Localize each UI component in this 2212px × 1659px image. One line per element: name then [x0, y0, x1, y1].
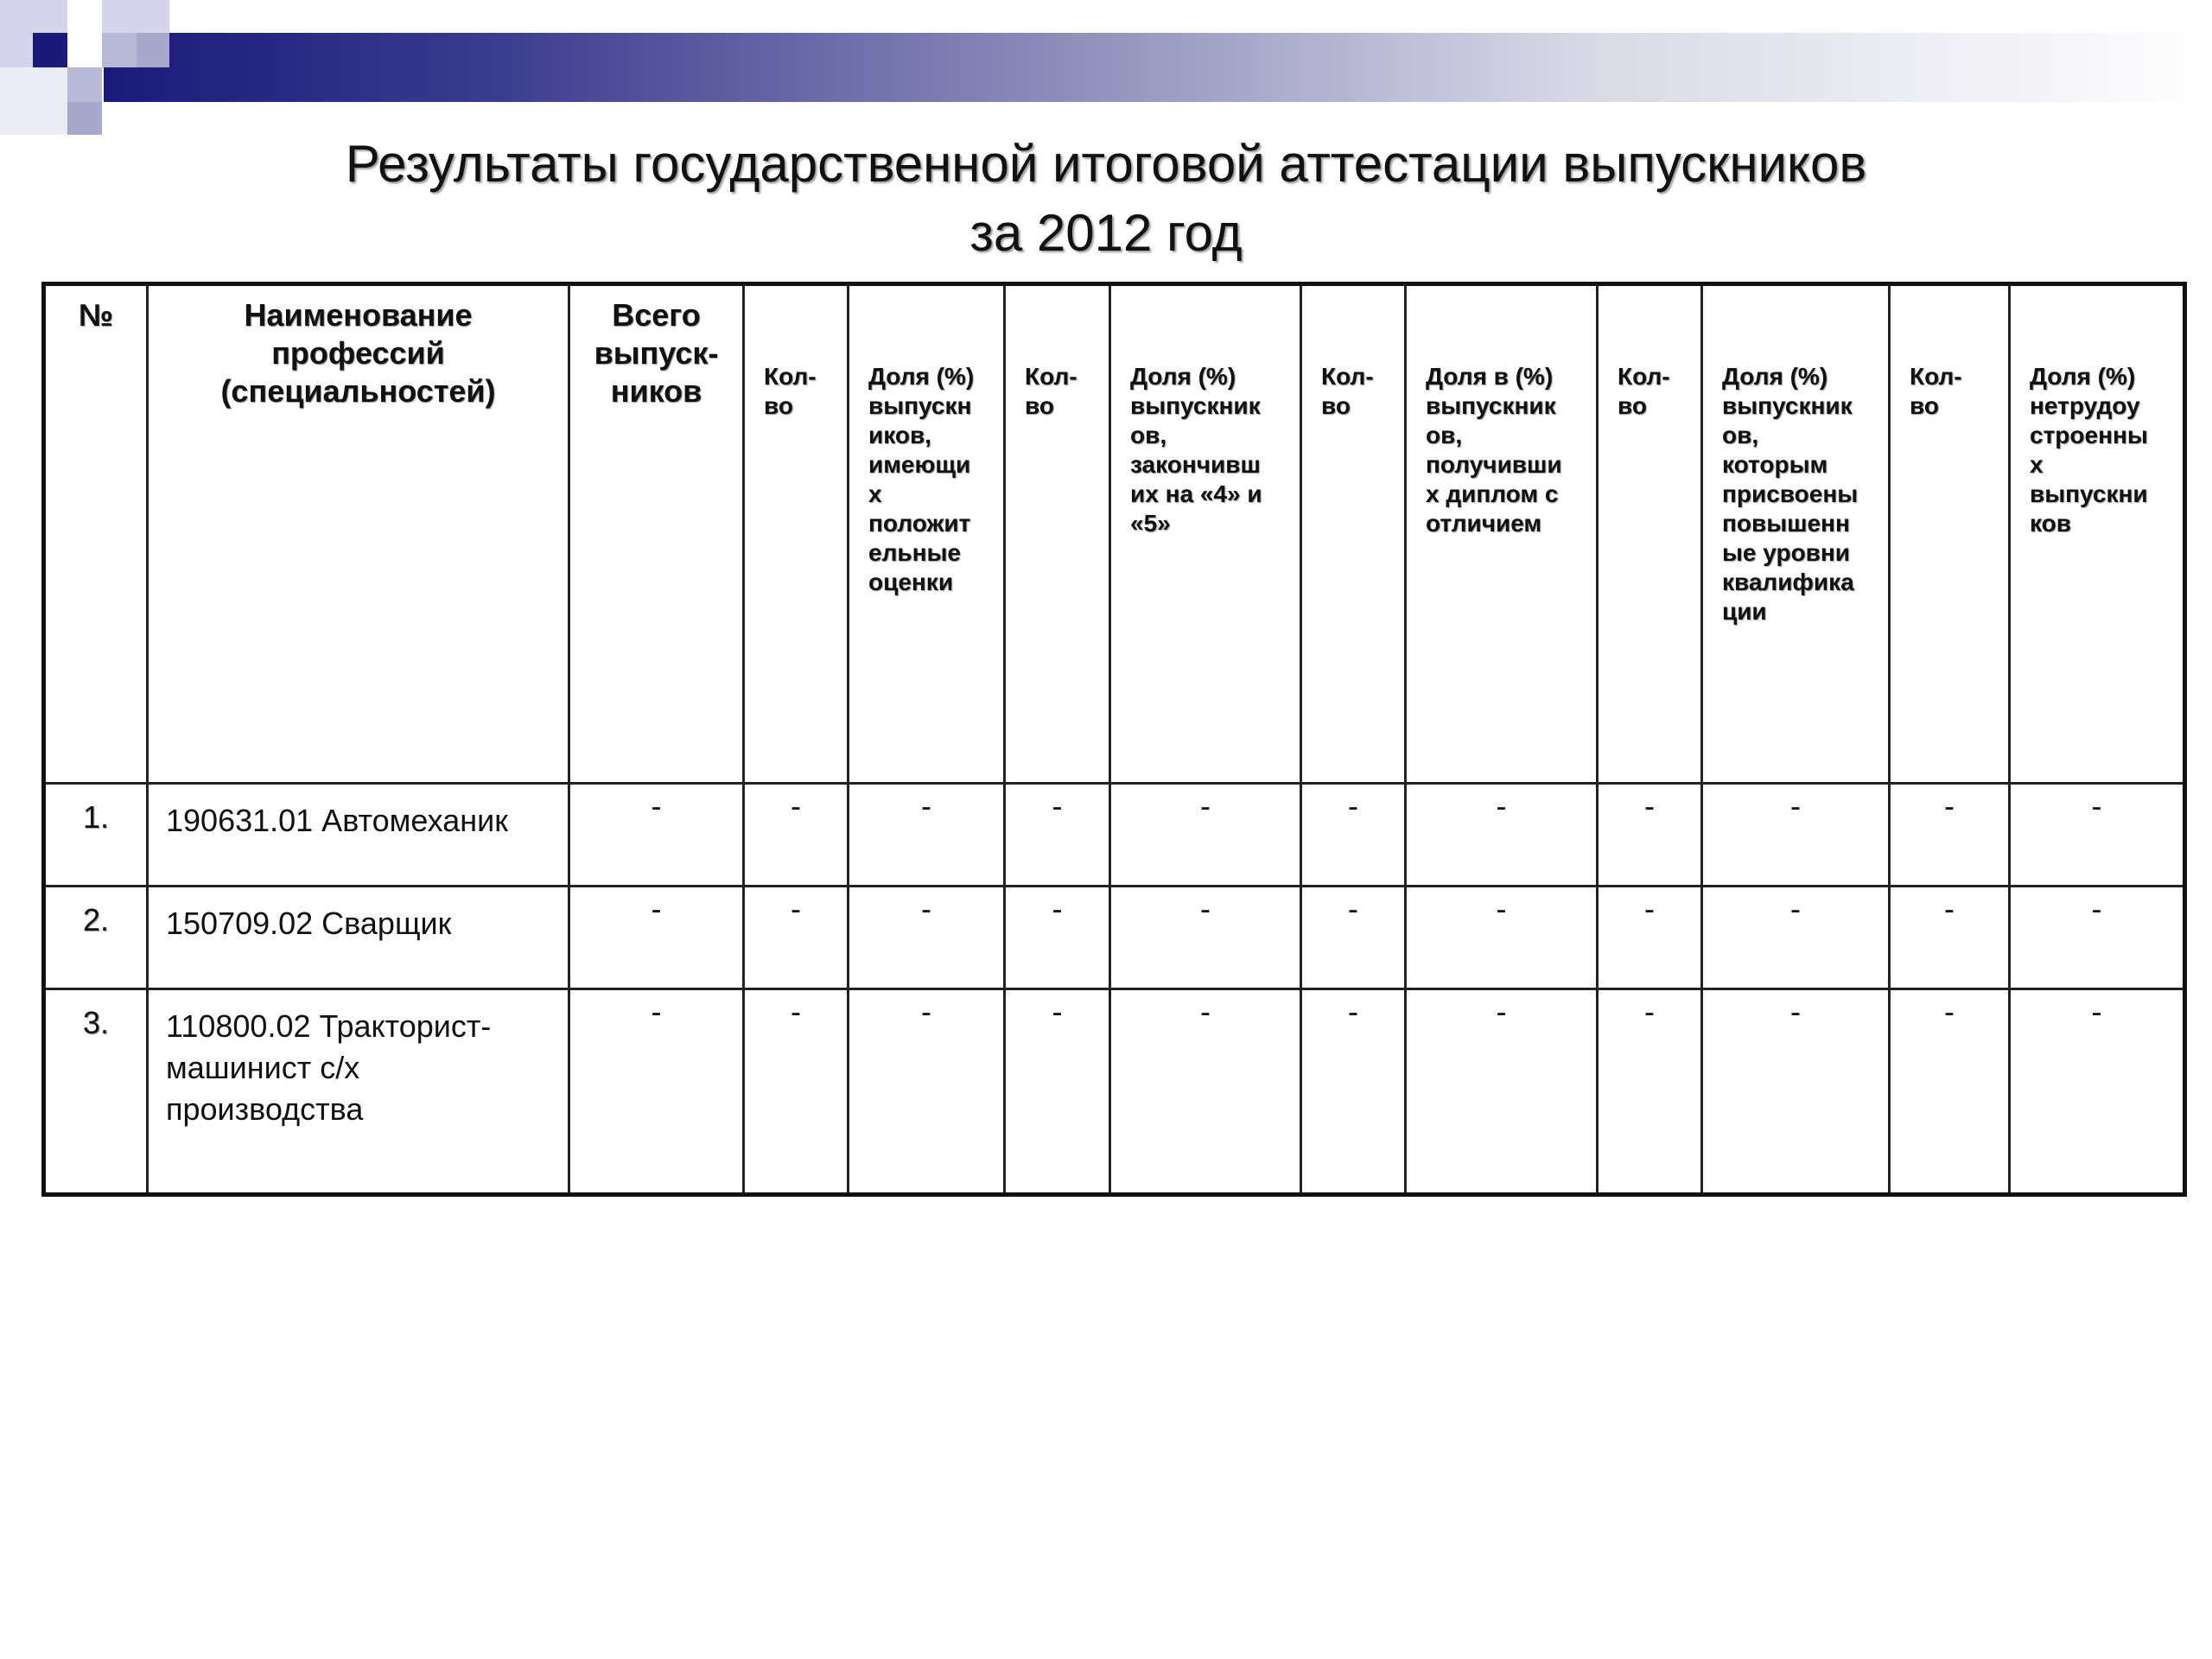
table-cell: - — [1598, 784, 1702, 887]
profession-name: 150709.02 Сварщик — [148, 887, 569, 989]
table-cell: - — [1406, 784, 1598, 887]
header-count: Кол-во — [1005, 284, 1110, 784]
title-line-2: за 2012 год — [969, 204, 1243, 262]
table-cell: - — [1702, 989, 1890, 1195]
table-cell: - — [1005, 887, 1110, 989]
decor-square — [137, 33, 169, 67]
table-cell: - — [1110, 989, 1301, 1195]
profession-name: 110800.02 Тракторист-машинист с/х производства — [148, 989, 569, 1195]
table-cell: - — [1406, 887, 1598, 989]
table-cell: - — [2010, 784, 2185, 887]
table-cell: - — [1110, 887, 1301, 989]
table-row — [44, 989, 2185, 1195]
table-cell: - — [1110, 784, 1301, 887]
table-cell: - — [1301, 989, 1406, 1195]
profession-name: 190631.01 Автомеханик — [148, 784, 569, 887]
table-cell: - — [1301, 887, 1406, 989]
table-cell: - — [1005, 989, 1110, 1195]
table-cell: - — [1702, 887, 1890, 989]
table-cell: - — [2010, 887, 2185, 989]
header-profession: Наименование профессий (специальностей) — [148, 284, 569, 784]
table-cell: - — [569, 784, 744, 887]
results-table — [41, 282, 2187, 1197]
header-count: Кол-во — [1598, 284, 1702, 784]
table-cell: - — [744, 784, 849, 887]
decor-square — [33, 33, 67, 67]
header-share-good: Доля (%) выпускник ов, закончивш их на «4» и «5» — [1110, 284, 1301, 784]
header-share-qualification: Доля (%) выпускник ов, которым присвоены повышенн ые уровни квалифика ции — [1702, 284, 1890, 784]
table-cell: - — [1406, 989, 1598, 1195]
table-cell: - — [569, 989, 744, 1195]
table-cell: - — [1598, 989, 1702, 1195]
table-cell: - — [1890, 887, 2010, 989]
table-row — [44, 784, 2185, 887]
row-number: 3. — [44, 989, 148, 1195]
header-count: Кол-во — [1301, 284, 1406, 784]
header-share-positive: Доля (%) выпускн иков, имеющи х положит ельные оценки — [849, 284, 1005, 784]
decor-square — [102, 0, 169, 33]
header-count: Кол-во — [1890, 284, 2010, 784]
table-row — [44, 887, 2185, 989]
title-line-1: Результаты государственной итоговой аттестации выпускников — [345, 135, 1867, 193]
table-cell: - — [1005, 784, 1110, 887]
table-cell: - — [849, 784, 1005, 887]
table-cell: - — [1890, 784, 2010, 887]
header-share-unemployed: Доля (%) нетрудоу строенны х выпускни ков — [2010, 284, 2185, 784]
table-cell: - — [1702, 784, 1890, 887]
table-cell: - — [744, 989, 849, 1195]
decor-square — [102, 33, 137, 67]
table-cell: - — [744, 887, 849, 989]
decor-square — [0, 67, 67, 135]
table-cell: - — [849, 989, 1005, 1195]
header-gradient-bar — [104, 33, 2212, 102]
header-total: Всего выпуск-ников — [569, 284, 744, 784]
table-cell: - — [849, 887, 1005, 989]
row-number: 2. — [44, 887, 148, 989]
table-cell: - — [2010, 989, 2185, 1195]
header-share-honors: Доля в (%) выпускник ов, получивши х диплом с отличием — [1406, 284, 1598, 784]
decor-square — [67, 67, 102, 102]
header-num: № — [44, 284, 148, 784]
table-cell: - — [1890, 989, 2010, 1195]
header-count: Кол-во — [744, 284, 849, 784]
slide-title — [0, 130, 2212, 268]
row-number: 1. — [44, 784, 148, 887]
header-row — [44, 284, 2185, 784]
table-cell: - — [1598, 887, 1702, 989]
table-cell: - — [569, 887, 744, 989]
table-cell: - — [1301, 784, 1406, 887]
